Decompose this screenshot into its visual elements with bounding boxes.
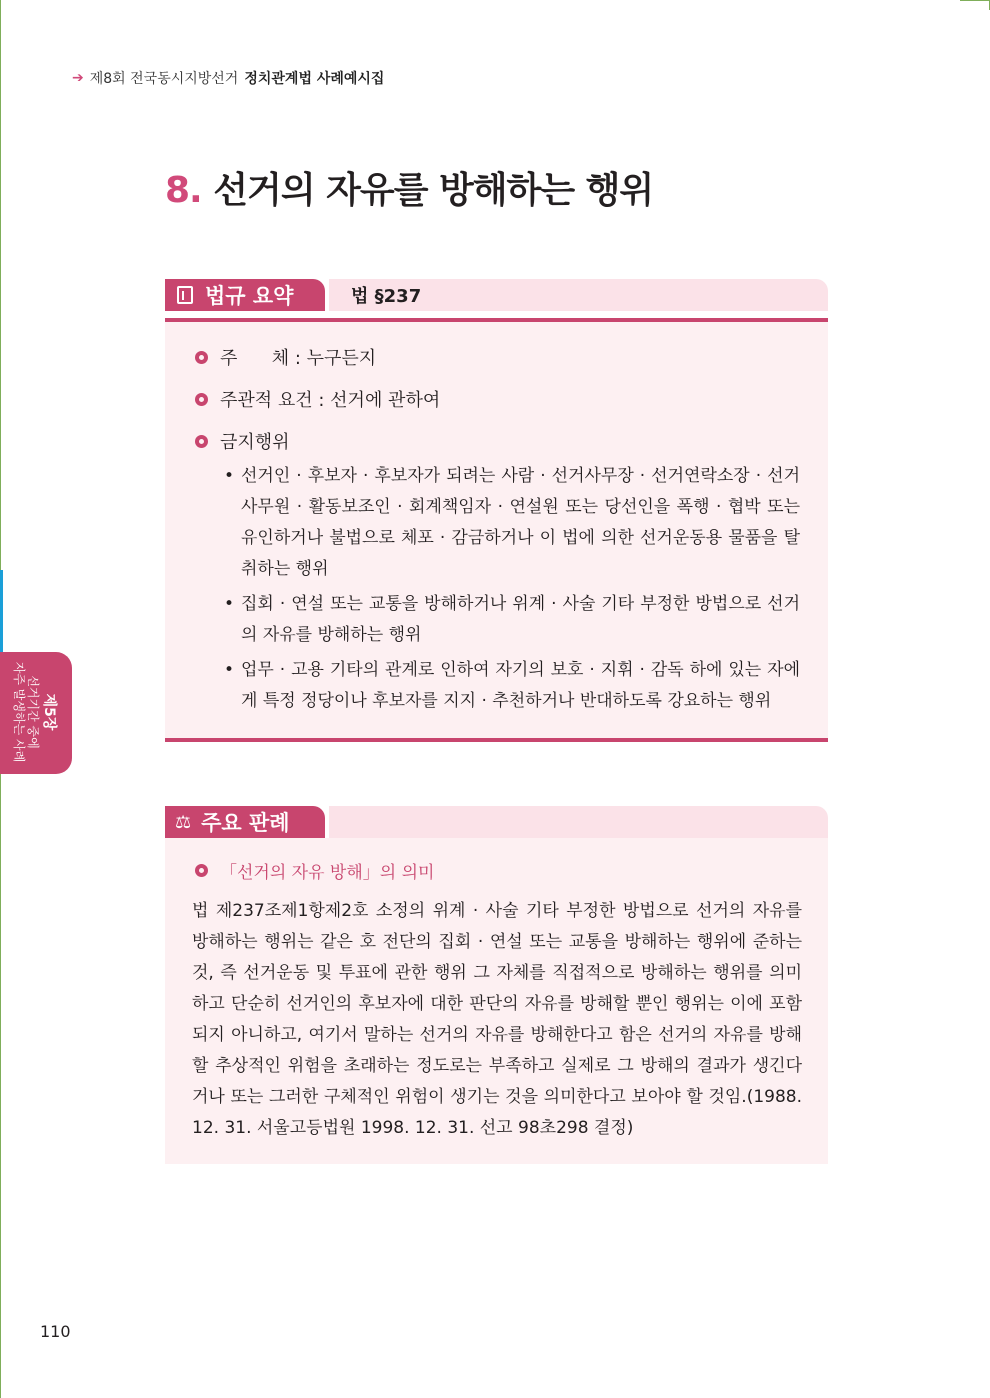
circle-bullet-icon xyxy=(195,393,208,406)
prohibited-act-text: 선거인 · 후보자 · 후보자가 되려는 사람 · 선거사무장 · 선거연락소장 · 선거사무원 · 활동보조인 · 회계책임자 · 연설원 또는 당선인을 폭행 · 협박 또는 유인하거나 불법으로 체포 · 감금하거나 이 법에 의한 선거운동용 물품을 탈취하는 행위 xyxy=(241,466,800,579)
title-text: 선거의 자유를 방해하는 행위 xyxy=(213,170,654,211)
dot-bullet-icon: • xyxy=(224,466,235,486)
chapter-side-text xyxy=(12,662,60,762)
page-title xyxy=(165,162,653,213)
circle-bullet-icon xyxy=(195,351,208,364)
tab-bar-fill xyxy=(329,806,828,838)
circle-bullet-icon xyxy=(195,435,208,448)
dot-bullet-icon: • xyxy=(224,594,235,614)
header-title: 정치관계법 사례예시집 xyxy=(244,71,385,87)
prohibited-act-text: 업무 · 고용 기타의 관계로 인하여 자기의 보호 · 지휘 · 감독 하에 있는 자에게 특정 정당이나 후보자를 지지 · 추천하거나 반대하도록 강요하는 행위 xyxy=(241,660,800,711)
prohibited-act-item xyxy=(224,589,800,651)
subheading-text: 「선거의 자유 방해」의 의미 xyxy=(220,863,435,883)
crop-line xyxy=(960,0,990,1)
prohibited-act-text: 집회 · 연설 또는 교통을 방해하거나 위계 · 사술 기타 부정한 방법으로 선거의 자유를 방해하는 행위 xyxy=(241,594,800,645)
book-icon xyxy=(177,286,193,304)
precedent-body: 법 제237조제1항제2호 소정의 위계 · 사술 기타 부정한 방법으로 선거의 자유를 방해하는 행위는 같은 호 전단의 집회 · 연설 또는 교통을 방해하는 행위에 준하는 것, 즉 선거운동 및 투표에 관한 행위 그 자체를 직접적으로 방해하는 행위를 의미하고 단순히 선거인의 후보자에 대한 판단의 자유를 방해할 뿐인 행위는 이에 포함되지 아니하고, 여기서 말하는 선거의 자유를 방해한다고 함은 선거의 자유를 방해할 추상적인 위험을 초래하는 정도로는 부족하고 실제로 그 방해의 결과가 생긴다거나 또는 그러한 구체적인 위험이 생기는 것을 의미한다고 보아야 할 것임.(1988. 12. 31. 서울고등법원 1998. 12. 31. 선고 98초298 결정) xyxy=(192,901,802,1138)
chapter-line1: 선거기간 중에 xyxy=(26,675,40,749)
header-prefix: 제8회 전국동시지방선거 xyxy=(89,71,239,87)
page-number: 110 xyxy=(40,1322,71,1341)
summary-item xyxy=(195,386,440,412)
precedent-subheading xyxy=(195,858,434,883)
section-tab-bar xyxy=(165,806,828,838)
prohibited-act-item xyxy=(224,461,800,585)
summary-item-text: 주관적 요건 : 선거에 관하여 xyxy=(220,390,441,411)
section-tab-precedents xyxy=(165,806,325,838)
chapter-number: 제5장 xyxy=(41,693,57,731)
circle-bullet-icon xyxy=(195,864,208,877)
dot-bullet-icon: • xyxy=(224,660,235,680)
tab-label: 법규 요약 xyxy=(205,284,294,308)
arrow-right-icon: ➔ xyxy=(72,70,84,86)
gavel-icon: ⚖ xyxy=(175,811,192,833)
law-reference: 법 §237 xyxy=(351,286,422,307)
section-tab-bar xyxy=(165,279,828,311)
summary-item xyxy=(195,428,290,454)
tab-label: 주요 판례 xyxy=(201,811,290,835)
chapter-line2: 자주 발생하는 사례 xyxy=(12,661,26,763)
summary-item-text: 주 체 : 누구든지 xyxy=(220,348,377,369)
section-tab-law-summary xyxy=(165,279,325,311)
prohibited-act-item xyxy=(224,655,800,717)
title-number: 8. xyxy=(165,170,202,211)
side-marker xyxy=(0,570,3,652)
law-reference-bar xyxy=(329,279,828,311)
chapter-side-tab xyxy=(0,652,72,774)
summary-item-text: 금지행위 xyxy=(220,432,290,453)
summary-item xyxy=(195,344,376,370)
running-header xyxy=(72,68,384,88)
